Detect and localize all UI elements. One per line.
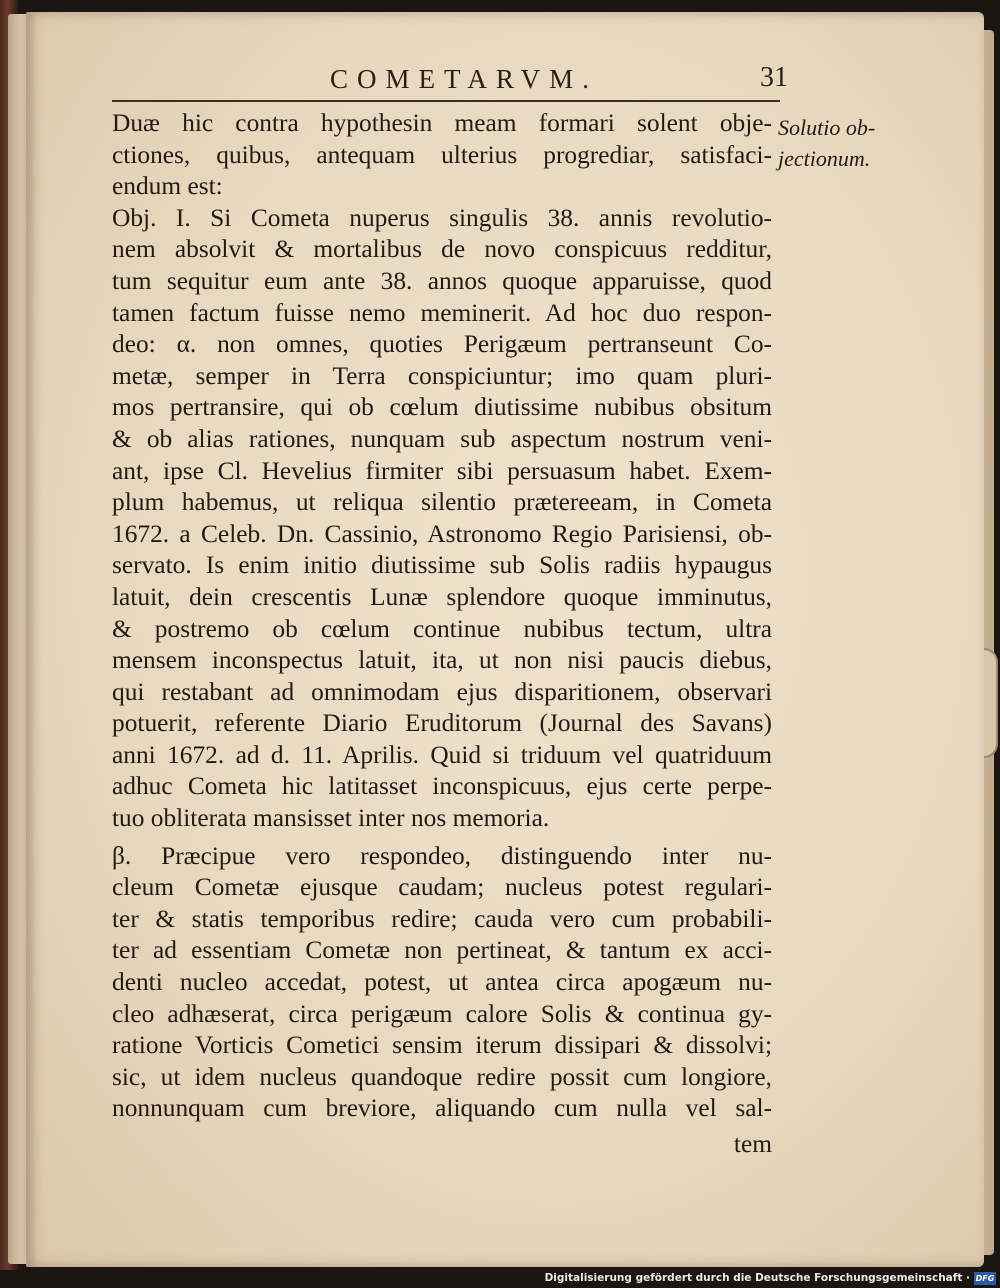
text-line: anni 1672. ad d. 11. Aprilis. Quid si triduum vel quatriduum bbox=[112, 740, 772, 769]
text-line: β. Præcipue vero respondeo, distinguendo inter nu- bbox=[112, 841, 772, 870]
marginal-note bbox=[778, 112, 875, 174]
catchword: tem bbox=[733, 1130, 772, 1158]
text-line: 1672. a Celeb. Dn. Cassinio, Astronomo Regio Parisiensi, ob- bbox=[112, 519, 772, 548]
text-line: & postremo ob cœlum continue nubibus tectum, ultra bbox=[112, 614, 772, 643]
text-line: endum est: bbox=[112, 172, 223, 201]
header-rule bbox=[112, 100, 780, 102]
text-line: cleo adhæserat, circa perigæum calore Solis & continua gy- bbox=[112, 999, 772, 1028]
text-line: ter ad essentiam Cometæ non pertineat, & tantum ex acci- bbox=[112, 936, 772, 965]
page-number: 31 bbox=[760, 62, 788, 93]
digitization-footer bbox=[0, 1270, 1000, 1288]
text-line: denti nucleo accedat, potest, ut antea circa apogæum nu- bbox=[112, 968, 772, 997]
text-line: mensem inconspectus latuit, ita, ut non nisi paucis diebus, bbox=[112, 646, 772, 675]
running-title: COMETARVM. bbox=[330, 64, 598, 94]
text-line: ratione Vorticis Cometici sensim iterum dissipari & dissolvi; bbox=[112, 1031, 772, 1060]
dfg-logo-icon: DFG bbox=[975, 1274, 995, 1283]
text-line: mos pertransire, qui ob cœlum diutissime nubibus obsitum bbox=[112, 393, 772, 422]
text-line: Duæ hic contra hypothesin meam formari solent obje- bbox=[112, 109, 772, 137]
text-line: metæ, semper in Terra conspiciuntur; imo quam pluri- bbox=[112, 361, 772, 390]
text-line: tum sequitur eum ante 38. annos quoque apparuisse, quod bbox=[112, 266, 772, 295]
page-header bbox=[112, 58, 788, 102]
text-line: adhuc Cometa hic latitasset inconspicuus, ejus certe perpe- bbox=[112, 772, 772, 801]
text-line: cleum Cometæ ejusque caudam; nucleus potest regulari- bbox=[112, 873, 772, 902]
marginal-note-line: jectionum. bbox=[778, 146, 871, 171]
footer-credit: Digitalisierung gefördert durch die Deutsche Forschungsgemeinschaft · bbox=[544, 1272, 970, 1284]
text-line: deo: α. non omnes, quoties Perigæum pertranseunt Co- bbox=[112, 330, 772, 359]
text-line: tuo obliterata mansisset inter nos memoria. bbox=[112, 804, 550, 833]
text-line: ctiones, quibus, antequam ulterius progrediar, satisfaci- bbox=[112, 140, 772, 169]
text-line: ter & statis temporibus redire; cauda vero cum probabili- bbox=[112, 904, 772, 933]
text-line: Obj. I. Si Cometa nuperus singulis 38. annis revolutio- bbox=[112, 203, 772, 232]
text-line: qui restabant ad omnimodam ejus disparitionem, observari bbox=[112, 677, 772, 706]
text-line: & ob alias rationes, nunquam sub aspectum nostrum veni- bbox=[112, 424, 772, 453]
text-line: nem absolvit & mortalibus de novo conspicuus redditur, bbox=[112, 235, 772, 264]
text-line: sic, ut idem nucleus quandoque redire possit cum longiore, bbox=[112, 1062, 772, 1091]
marginal-note-line: Solutio ob- bbox=[778, 115, 876, 140]
text-line: latuit, dein crescentis Lunæ splendore quoque imminutus, bbox=[112, 582, 772, 611]
text-line: potuerit, referente Diario Eruditorum (Journal des Savans) bbox=[112, 709, 772, 738]
body-text bbox=[112, 108, 772, 1161]
text-line: nonnunquam cum breviore, aliquando cum nulla vel sal- bbox=[112, 1094, 772, 1123]
text-line: tamen factum fuisse nemo meminerit. Ad hoc duo respon- bbox=[112, 298, 772, 327]
text-line: ant, ipse Cl. Hevelius firmiter sibi persuasum habet. Exem- bbox=[112, 456, 772, 485]
text-line: servato. Is enim initio diutissime sub Solis radiis hypaugus bbox=[112, 551, 772, 580]
text-line: plum habemus, ut reliqua silentio prætereeam, in Cometa bbox=[112, 488, 772, 517]
